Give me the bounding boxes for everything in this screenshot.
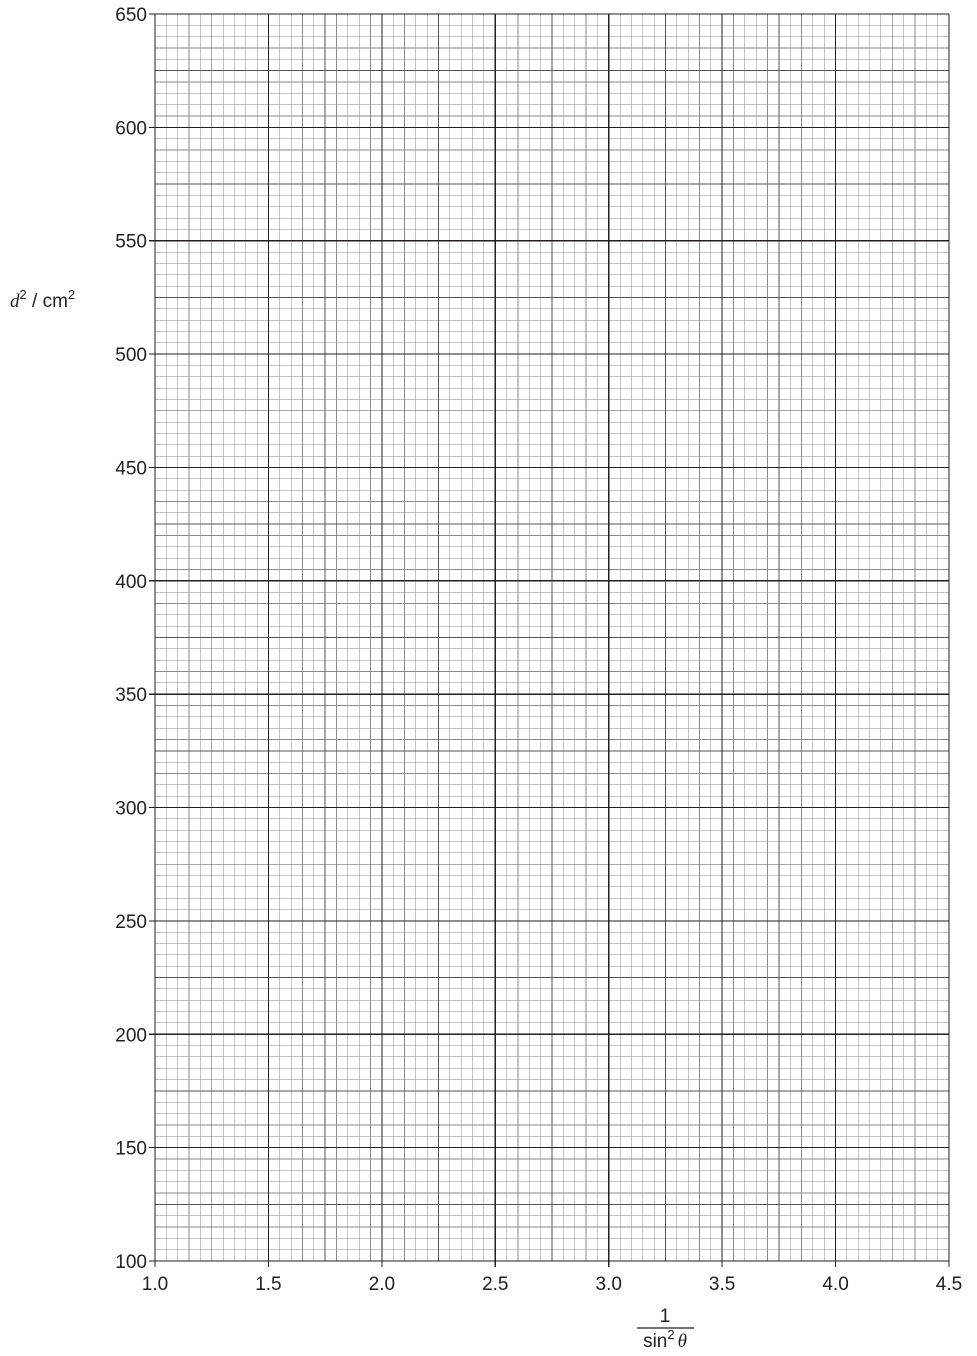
mid-grid xyxy=(155,14,949,1261)
y-tick-label: 350 xyxy=(115,685,147,707)
x-tick-label: 1.0 xyxy=(141,1274,169,1295)
y-tick-label: 100 xyxy=(115,1252,147,1273)
x-tick-labels xyxy=(142,1274,962,1295)
y-tick-label: 250 xyxy=(115,911,147,933)
y-axis-label xyxy=(10,287,75,312)
x-axis-label-theta: θ xyxy=(677,1331,687,1352)
y-tick-label: 450 xyxy=(115,458,147,480)
x-tick-label: 2.0 xyxy=(368,1274,396,1295)
y-tick-label: 150 xyxy=(115,1138,147,1160)
x-tick-label: 1.5 xyxy=(255,1274,282,1295)
y-tick-label: 650 xyxy=(115,5,147,26)
x-tick-label: 3.5 xyxy=(708,1274,736,1295)
y-tick-label: 550 xyxy=(115,231,147,253)
y-axis-variable-exponent: 2 xyxy=(19,287,27,302)
y-tick-label: 500 xyxy=(115,345,147,367)
x-tick-label: 3.0 xyxy=(595,1274,622,1295)
y-axis-variable: d xyxy=(10,291,20,312)
x-tick-label: 4.0 xyxy=(822,1274,849,1295)
y-axis-separator: / xyxy=(26,291,43,312)
x-axis-label-denominator xyxy=(643,1327,687,1352)
y-tick-label: 300 xyxy=(115,798,147,820)
y-axis-unit: cm xyxy=(42,291,68,312)
y-tick-label: 400 xyxy=(115,571,147,593)
x-tick-label: 4.5 xyxy=(935,1274,963,1295)
x-axis-label-sin: sin xyxy=(643,1331,668,1352)
y-tick-label: 200 xyxy=(115,1025,147,1047)
y-axis-unit-exponent: 2 xyxy=(67,287,76,302)
x-axis-label-exponent: 2 xyxy=(667,1327,675,1342)
x-axis-label-numerator: 1 xyxy=(659,1306,671,1327)
y-tick-labels xyxy=(115,5,147,1273)
x-tick-label: 2.5 xyxy=(482,1274,509,1295)
y-tick-label: 600 xyxy=(115,118,147,140)
x-axis-label xyxy=(637,1306,694,1352)
